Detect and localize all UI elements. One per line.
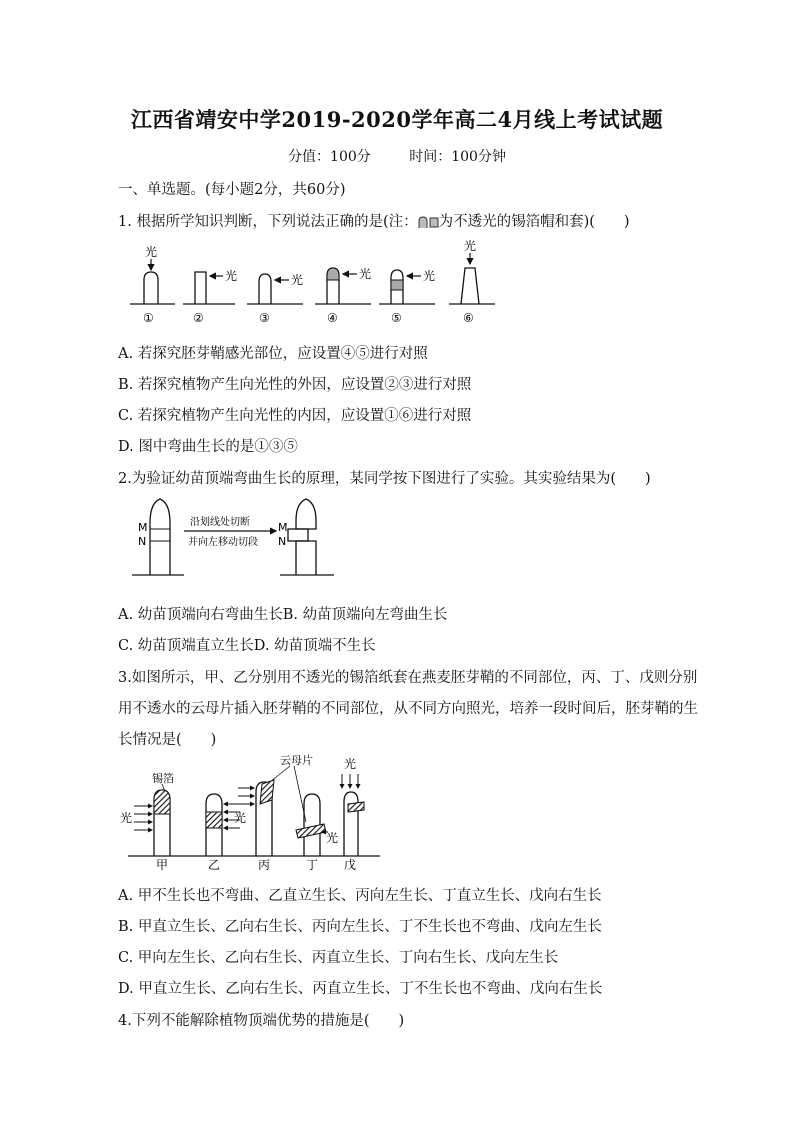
q2-figure	[130, 495, 340, 581]
q2-stem: 2.为验证幼苗顶端弯曲生长的原理，某同学按下图进行了实验。其实验结果为( )	[118, 471, 651, 487]
seedling-label: ③	[259, 311, 270, 325]
seedling-label: ⑤	[391, 311, 402, 325]
light-label: 光	[225, 269, 238, 283]
light-label: 光	[291, 273, 304, 287]
light-label: 光	[464, 239, 477, 253]
seedling-1	[130, 244, 175, 325]
mica-sheet	[296, 824, 326, 838]
q1-option-a: A. 若探究胚芽鞘感光部位，应设置④⑤进行对照	[118, 346, 428, 362]
light-label: 光	[326, 831, 339, 845]
q3-option-d: D. 甲直立生长、乙向右生长、丙直立生长、丁不生长也不弯曲、戊向右生长	[118, 981, 603, 997]
step-move: 并向左移动切段	[188, 537, 258, 548]
foil-sleeve	[391, 280, 403, 290]
seedling-4	[315, 266, 371, 325]
q3-option-a: A. 甲不生长也不弯曲、乙直立生长、丙向左生长、丁直立生长、戊向右生长	[118, 888, 602, 904]
seedling-5	[379, 268, 435, 325]
shifted-segment	[288, 529, 308, 541]
q1-stem-after: 为不透光的锡箔帽和套)( )	[438, 214, 630, 230]
mica-sheet	[260, 780, 274, 804]
q1-stem	[118, 210, 630, 231]
seedling-label: ④	[327, 311, 338, 325]
seedling-label: ⑥	[463, 311, 474, 325]
intact-seedling	[150, 499, 170, 575]
mark-n: N	[278, 535, 287, 548]
time-info: 时间：100分钟	[409, 149, 506, 165]
section-heading: 一、单选题。(每小题2分，共60分)	[118, 182, 346, 198]
seedling-2	[183, 268, 237, 325]
step-cut: 沿划线处切断	[190, 517, 250, 528]
seedling-label: ②	[193, 311, 204, 325]
q2-option-cd: C. 幼苗顶端直立生长D. 幼苗顶端不生长	[118, 638, 376, 654]
seedling-label: 丙	[258, 858, 271, 872]
mica-sheet	[348, 802, 364, 812]
exam-meta	[0, 146, 794, 166]
seedling-6	[449, 238, 495, 325]
foil-sleeve-icon	[429, 216, 439, 228]
q1-option-c: C. 若探究植物产生向光性的内因，应设置①⑥进行对照	[118, 408, 472, 424]
light-label: 光	[120, 811, 133, 825]
mark-m: M	[278, 521, 288, 534]
seedling-jia	[120, 771, 174, 872]
foil-cap	[154, 790, 170, 814]
foil-sleeve	[206, 812, 222, 828]
q3-figure	[118, 752, 388, 872]
q2-option-ab: A. 幼苗顶端向右弯曲生长B. 幼苗顶端向左弯曲生长	[118, 607, 448, 623]
light-label: 光	[423, 269, 436, 283]
foil-cap	[327, 268, 339, 280]
q3-stem-line1: 3.如图所示，甲、乙分别用不透光的锡箔纸套在燕麦胚芽鞘的不同部位，丙、丁、戊则分别	[118, 670, 698, 686]
tip-segment	[296, 499, 316, 529]
light-label: 光	[234, 811, 247, 825]
foil-label: 锡箔	[152, 772, 174, 785]
score-info: 分值：100分	[288, 149, 371, 165]
seedling-yi	[206, 794, 246, 872]
mark-m: M	[138, 521, 148, 534]
page-title: 江西省靖安中学2019-2020学年高二4月线上考试试题	[130, 107, 664, 132]
mark-n: N	[138, 535, 147, 548]
q1-option-b: B. 若探究植物产生向光性的外因，应设置②③进行对照	[118, 377, 472, 393]
q1-stem-before: 1. 根据所学知识判断，下列说法正确的是(注：	[118, 214, 418, 230]
foil-cap-icon	[418, 216, 428, 228]
seedling-label: 丁	[306, 858, 319, 872]
seedling-label: 乙	[208, 858, 221, 872]
light-label: 光	[344, 757, 357, 771]
light-label: 光	[359, 267, 372, 281]
q3-option-c: C. 甲向左生长、乙向右生长、丙直立生长、丁向右生长、戊向左生长	[118, 950, 559, 966]
seedling-label: ①	[143, 311, 154, 325]
seedling-3	[247, 272, 303, 325]
q3-option-b: B. 甲直立生长、乙向右生长、丙向左生长、丁不生长也不弯曲、戊向左生长	[118, 919, 602, 935]
q3-stem-line2: 用不透水的云母片插入胚芽鞘的不同部位，从不同方向照光，培养一段时间后，胚芽鞘的生	[118, 701, 698, 717]
q3-stem-line3: 长情况是( )	[118, 732, 217, 748]
q4-stem: 4.下列不能解除植物顶端优势的措施是( )	[118, 1013, 405, 1029]
q1-figure	[125, 236, 505, 330]
seedling-label: 甲	[156, 858, 169, 872]
q1-option-d: D. 图中弯曲生长的是①③⑤	[118, 439, 298, 455]
seedling-label: 戊	[344, 858, 357, 872]
seedling-bing	[238, 780, 274, 872]
mica-label: 云母片	[280, 754, 313, 767]
light-label: 光	[145, 245, 158, 259]
seedling-wu	[342, 756, 364, 872]
